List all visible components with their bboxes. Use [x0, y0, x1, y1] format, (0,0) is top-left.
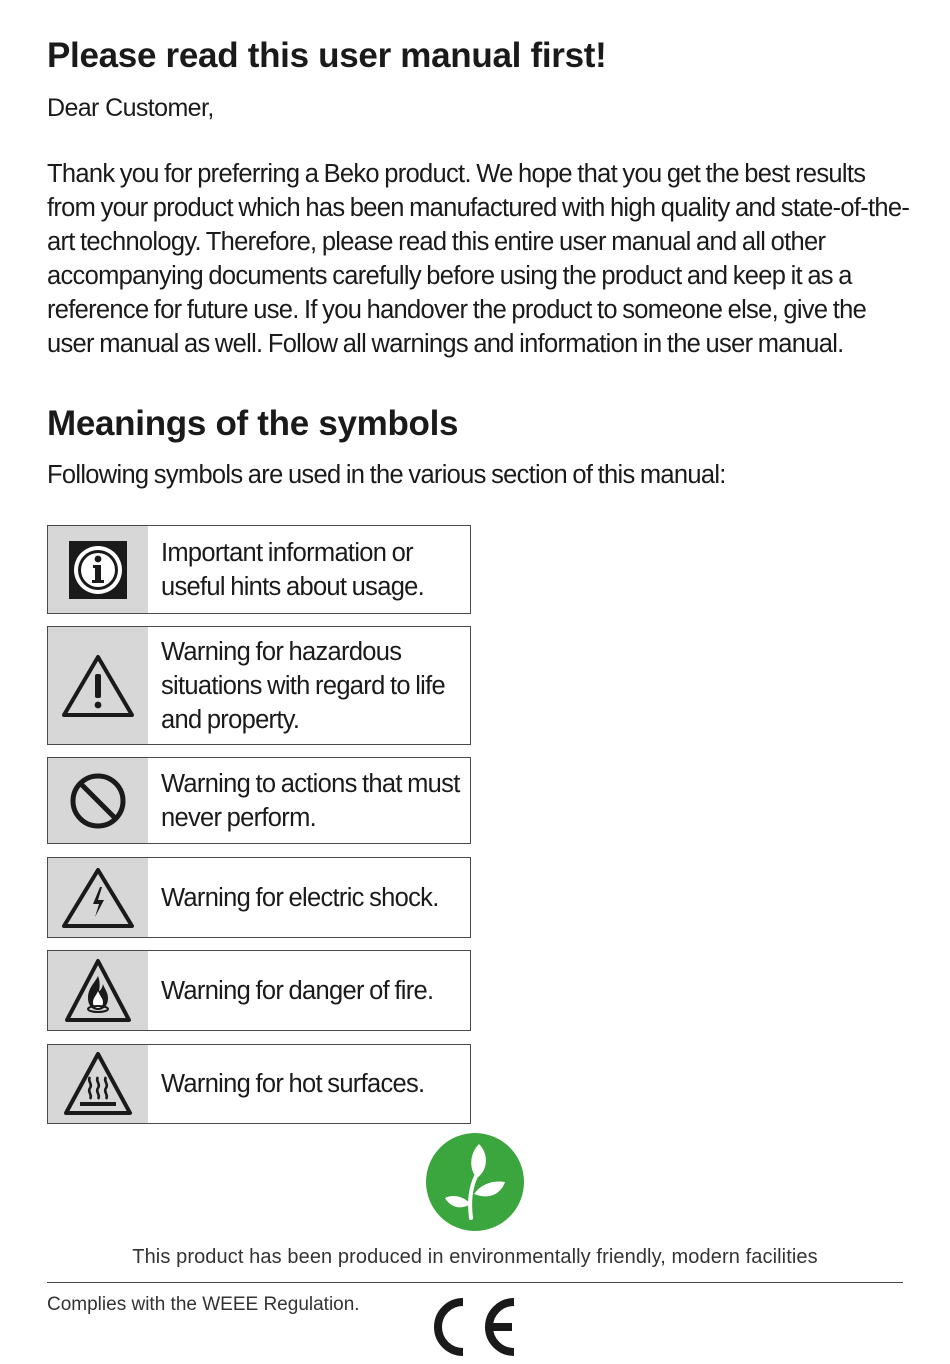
symbol-row-fire [47, 950, 471, 1031]
symbol-row-warning [47, 626, 471, 745]
symbol-description: Warning for electric shock. [161, 883, 439, 912]
symbol-description: Warning for danger of fire. [161, 976, 434, 1005]
symbol-description: Warning for hot surfaces. [161, 1070, 425, 1098]
eco-statement: This product has been produced in environmentally friendly, modern facilities [132, 1246, 818, 1268]
electric-shock-icon [48, 858, 148, 937]
hot-surface-icon [48, 1045, 148, 1123]
eco-leaf-icon [425, 1132, 525, 1232]
symbols-heading: Meanings of the symbols [47, 404, 459, 443]
info-icon [48, 526, 148, 613]
intro-paragraph: Thank you for preferring a Beko product. We hope that you get the best results from your product which has been manufactured with high quality and state-of-the-art technology. Therefore, please read this entire user manual and all other accompanying documents carefully before using the product and keep it as a reference for future use. If you handover the product to someone else, give the user manual as well. Follow all warnings and information in the user manual. [47, 160, 910, 358]
symbol-row-hot-surface [47, 1044, 471, 1124]
prohibited-icon [48, 758, 148, 843]
symbol-row-electric-shock [47, 857, 471, 938]
warning-icon [48, 627, 148, 744]
fire-icon [48, 951, 148, 1030]
symbol-description: Important information or useful hints about usage. [161, 538, 425, 601]
greeting: Dear Customer, [47, 94, 214, 122]
symbols-intro: Following symbols are used in the various section of this manual: [47, 461, 726, 489]
ce-mark-icon [430, 1296, 522, 1358]
symbol-description: Warning to actions that must never perform. [161, 769, 460, 832]
symbol-row-prohibited [47, 757, 471, 844]
symbol-description: Warning for hazardous situations with regard to life and property. [161, 637, 445, 734]
page-title: Please read this user manual first! [47, 36, 607, 75]
weee-compliance: Complies with the WEEE Regulation. [47, 1294, 360, 1315]
symbol-row-info [47, 525, 471, 614]
footer-divider [47, 1282, 903, 1283]
